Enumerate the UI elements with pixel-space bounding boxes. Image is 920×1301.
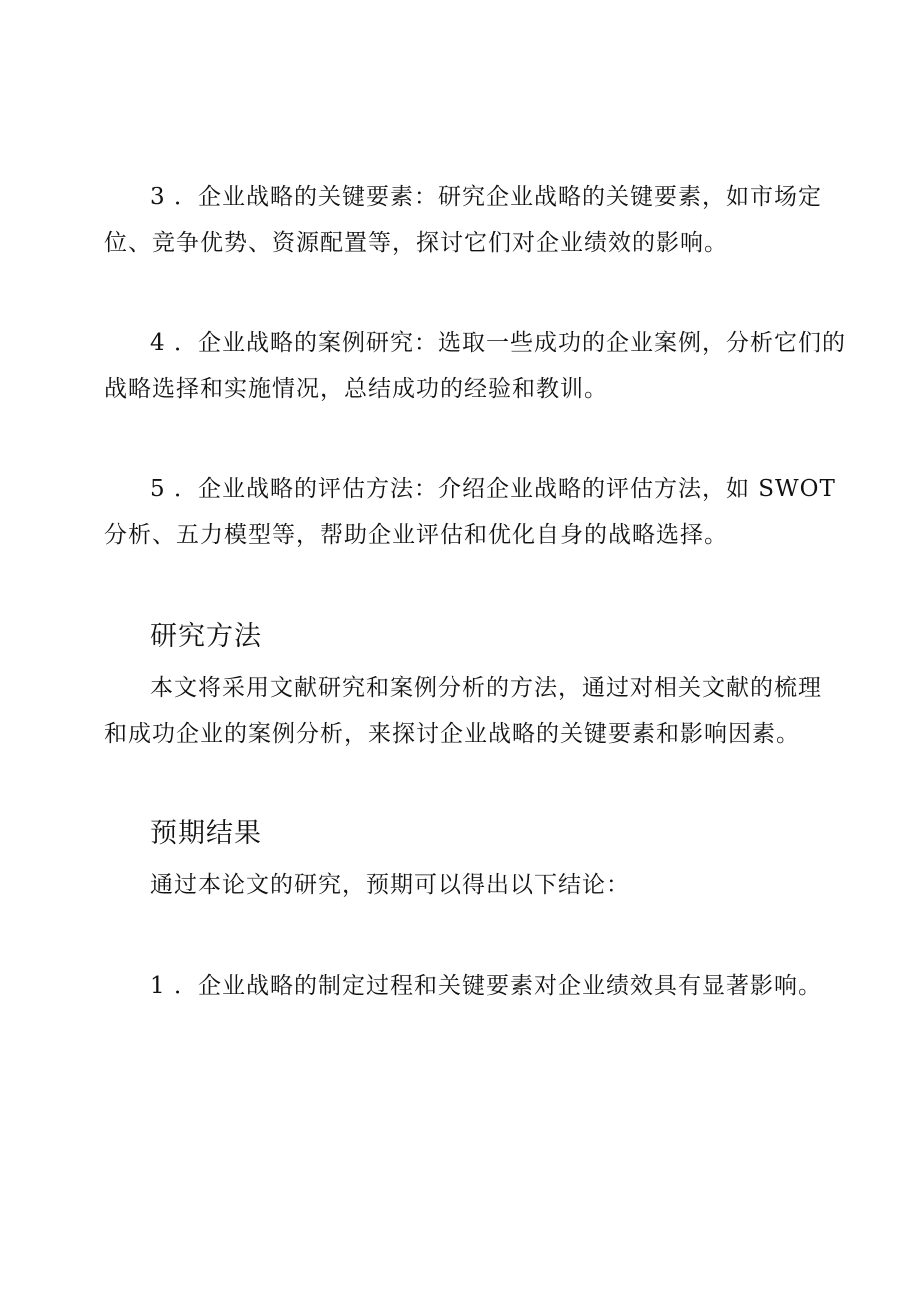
section-heading-results: 预期结果 <box>150 818 262 849</box>
methods-paragraph-line-2: 和成功企业的案例分析，来探讨企业战略的关键要素和影响因素。 <box>104 721 800 747</box>
methods-paragraph <box>104 665 822 757</box>
methods-paragraph-line-1: 本文将采用文献研究和案例分析的方法，通过对相关文献的梳理 <box>150 675 822 701</box>
list-item-3-line-1: 3 ．企业战略的关键要素：研究企业战略的关键要素，如市场定 <box>150 184 822 210</box>
list-item-4-line-1: 4 ．企业战略的案例研究：选取一些成功的企业案例，分析它们的 <box>150 330 846 356</box>
conclusion-item-1 <box>104 963 822 1009</box>
list-item-3-line-2: 位、竞争优势、资源配置等，探讨它们对企业绩效的影响。 <box>104 230 728 256</box>
list-item-5-line-1: 5 ．企业战略的评估方法：介绍企业战略的评估方法，如 SWOT <box>150 476 836 502</box>
list-item-5-line-2: 分析、五力模型等，帮助企业评估和优化自身的战略选择。 <box>104 522 728 548</box>
section-heading-methods: 研究方法 <box>150 621 262 652</box>
conclusion-item-1-line: 1 ．企业战略的制定过程和关键要素对企业绩效具有显著影响。 <box>150 973 822 999</box>
list-item-5 <box>104 466 836 558</box>
list-item-3 <box>104 174 822 266</box>
list-item-4-line-2: 战略选择和实施情况，总结成功的经验和教训。 <box>104 376 608 402</box>
list-item-4 <box>104 320 846 412</box>
results-intro <box>104 862 816 908</box>
results-intro-line: 通过本论文的研究，预期可以得出以下结论： <box>150 872 630 898</box>
